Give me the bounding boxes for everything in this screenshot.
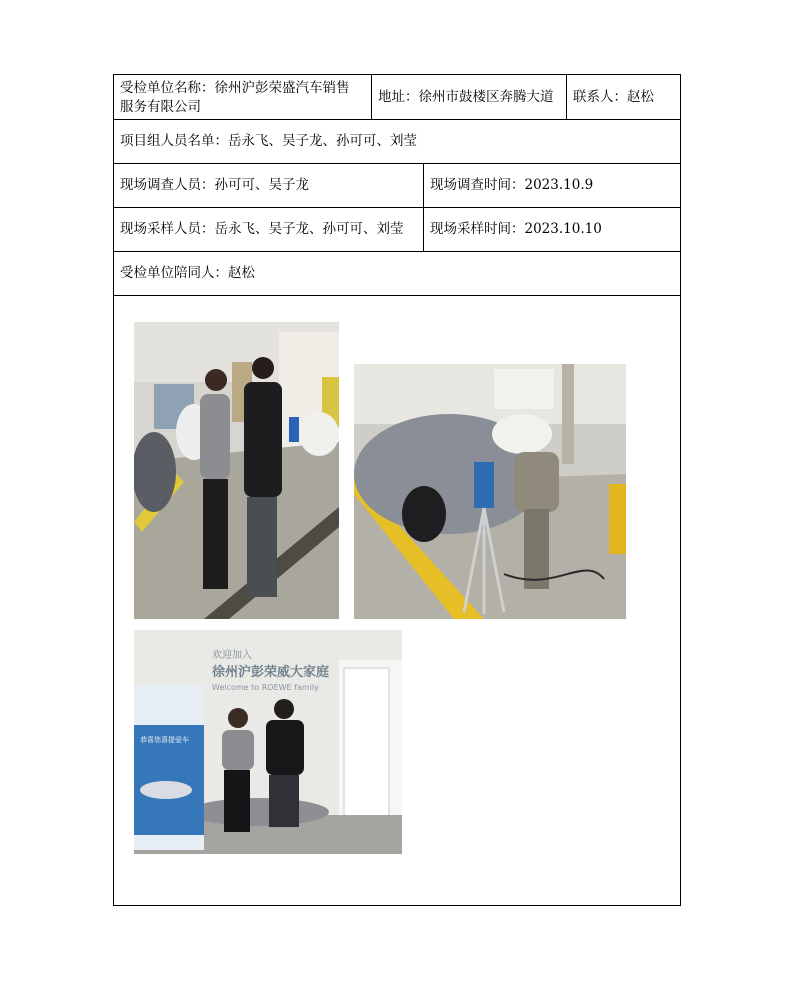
photo-site-survey	[134, 322, 339, 619]
escort-text: 受检单位陪同人：赵松	[120, 265, 255, 281]
team-cell	[114, 120, 680, 163]
row-sampling	[114, 208, 680, 252]
welcome-line1: 欢迎加入	[212, 650, 252, 661]
team-text: 项目组人员名单：岳永飞、吴子龙、孙可可、刘莹	[120, 133, 417, 149]
sampling-time-text: 现场采样时间：2023.10.10	[430, 221, 602, 237]
row-escort	[114, 252, 680, 296]
unit-name-label: 受检单位名称：	[120, 79, 215, 96]
photo-sampling-work	[354, 364, 626, 619]
sampling-people-text: 现场采样人员：岳永飞、吴子龙、孙可可、刘莹	[120, 221, 404, 237]
unit-name-line2: 服务有限公司	[120, 98, 201, 115]
unit-name-cell	[114, 75, 371, 119]
contact-cell	[566, 75, 680, 119]
survey-time-cell	[423, 164, 680, 207]
banner-text: 恭喜您喜提爱车	[140, 736, 189, 744]
welcome-line2: 徐州沪彭荣威大家庭	[212, 665, 330, 680]
row-unit-info	[114, 75, 680, 120]
welcome-line3: Welcome to ROEWE family	[212, 683, 319, 692]
unit-name-line1: 徐州沪彭荣盛汽车销售	[214, 79, 350, 96]
survey-people-cell	[114, 164, 423, 207]
photo-welcome-wall	[134, 630, 402, 854]
row-team	[114, 120, 680, 164]
survey-time-text: 现场调查时间：2023.10.9	[430, 177, 594, 193]
address-text: 地址：徐州市鼓楼区奔腾大道	[378, 88, 554, 105]
address-cell	[371, 75, 566, 119]
row-survey	[114, 164, 680, 208]
contact-text: 联系人：赵松	[573, 88, 654, 105]
sampling-people-cell	[114, 208, 423, 251]
survey-people-text: 现场调查人员：孙可可、吴子龙	[120, 177, 309, 193]
sampling-time-cell	[423, 208, 680, 251]
escort-cell	[114, 252, 680, 295]
